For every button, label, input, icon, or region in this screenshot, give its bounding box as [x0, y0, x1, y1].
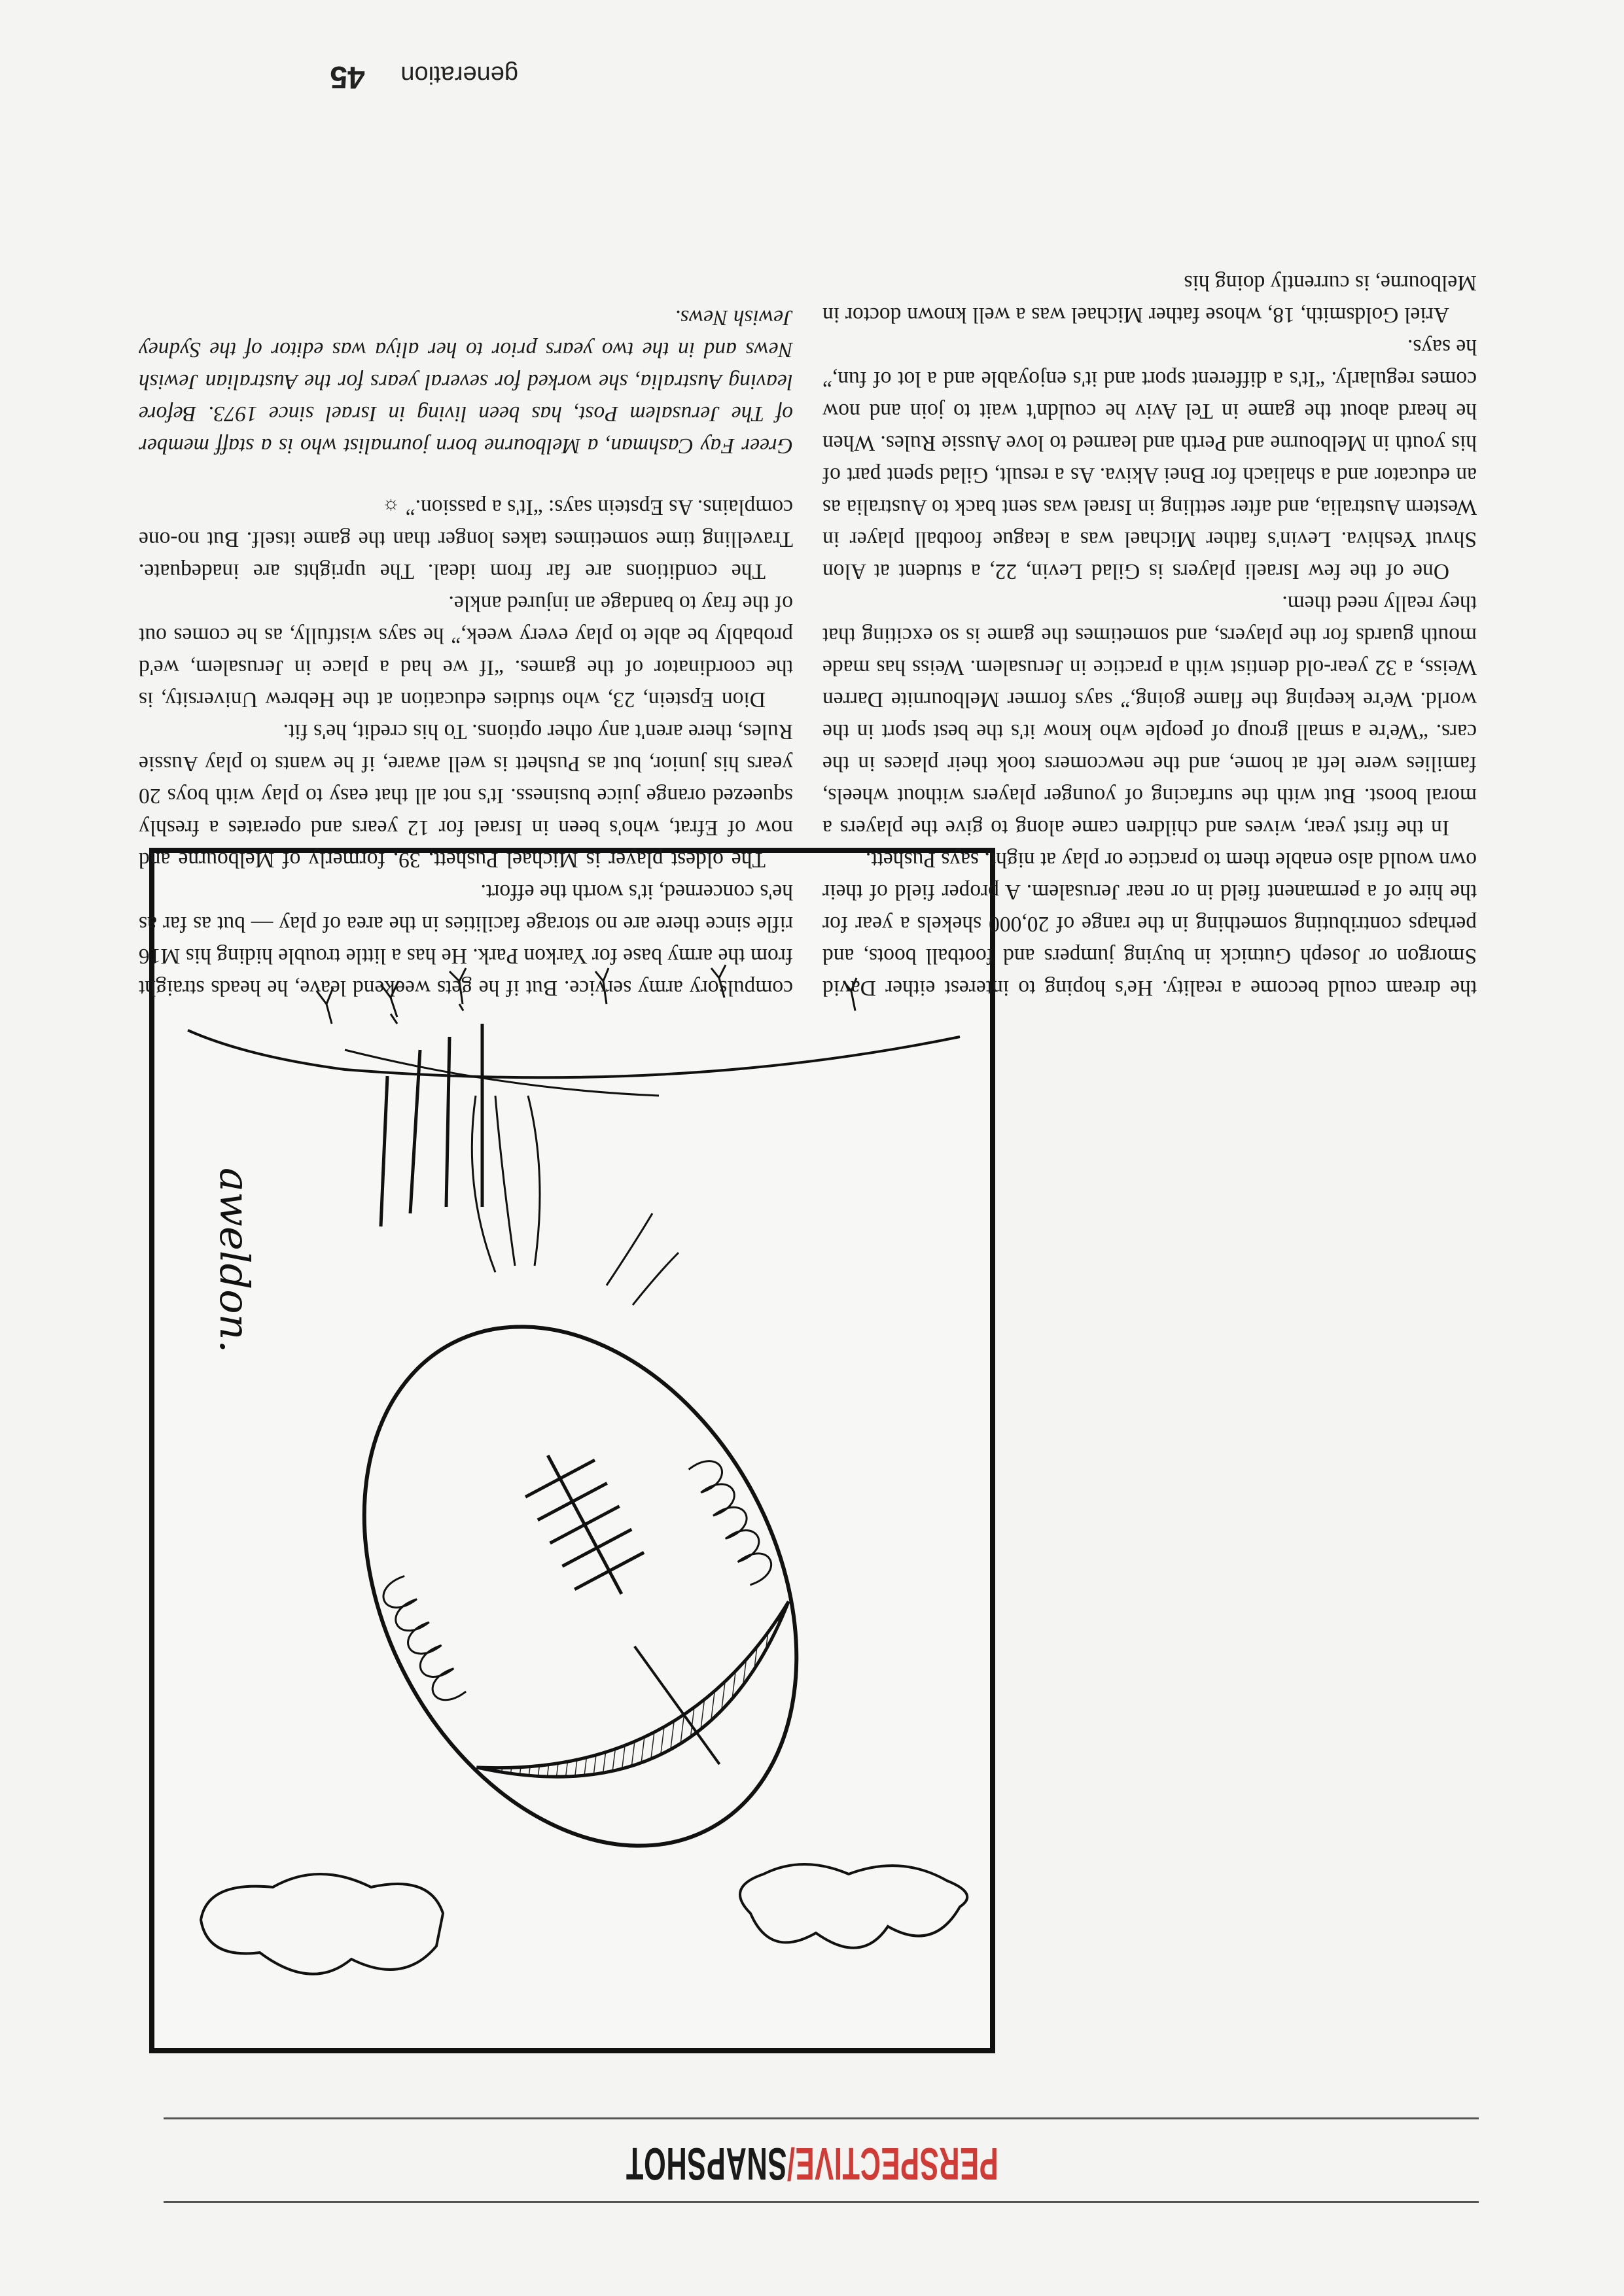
football-cartoon — [145, 844, 999, 2057]
author-bio: Greer Fay Cashman, a Melbourne born journalist who is a staff member of The Jerusalem Post, has been living in Israel since 1973. Before leaving Australia, she worked for several years for the Australian Jewish News and in the two years prior to her aliya was editor of the Sydney Jewish News. — [139, 305, 793, 458]
header-top-rule — [164, 2201, 1479, 2203]
publication-name: generation — [400, 61, 518, 88]
paragraph-last — [139, 491, 793, 587]
paragraph: One of the few Israeli players is Gilad Levin, 22, a student at Alon Shvut Yeshiva. Levin's father Michael was a league football player in Western Australia, and after settling in Israel was sent back to Australia as an educator and a shaliach for Bnei Akiva. As a result, Gilad spent part of his youth in Melbourne and Perth and learned to love Aussie Rules. When he heard about the game in Tel Aviv he couldn't wait to join and now comes regularly. “It's a different sport and it's enjoyable and a lot of fun,” he says. — [822, 335, 1477, 583]
paragraph: Ariel Goldsmith, 18, whose father Michael was a well known doctor in Melbourne, is currently doing his — [822, 271, 1477, 327]
text-column-right — [139, 302, 793, 1004]
text-column-left — [822, 267, 1477, 1004]
paragraph: The oldest player is Michael Pushett, 39, formerly of Melbourne and now of Efrat, who's been in Israel for 12 years and operates a freshly squeezed orange juice business. It's not all that easy to play with boys 20 years his junior, but as Pushett is well aware, if he wants to play Aussie Rules, there aren't any other options. To his credit, he's fit. — [139, 720, 793, 872]
end-of-article-icon: ☼ — [381, 496, 400, 517]
svg-text:aweldon.: aweldon. — [211, 1168, 258, 1353]
section-header — [309, 2138, 1316, 2190]
paragraph: Dion Epstein, 23, who studies education at the Hebrew University, is the coordinator of the games. “If we had a place in Jerusalem, we'd probably be able to play every week,” he says wistfully, as he comes out of the fray to bandage an injured ankle. — [139, 591, 793, 712]
paragraph-text: The conditions are far from ideal. The uprights are inadequate. Travelling time sometimes takes longer than the game itself. But no-one complains. As Epstein says: “It's a passion.” — [139, 495, 793, 583]
cartoon-signature — [211, 1168, 258, 1353]
paragraph: In the first year, wives and children came along to give the players a moral boost. But with the surfacing of younger players without wheels, families were left at home, and the newcomers took their places in the cars. “We're a small group of people who know it's the best sport in the world. We're keeping the flame going,” says former Melbournite Darren Weiss, a 32 year-old dentist with a practice in Jerusalem. Weiss has made mouth guards for the players, and sometimes the game is so exciting that they really need them. — [822, 591, 1477, 840]
section-label-snapshot: SNAPSHOT — [626, 2138, 787, 2189]
page-number: 45 — [330, 60, 365, 94]
page-footer — [126, 59, 518, 95]
paragraph: the dream could become a reality. He's hoping to interest either David Smorgon or Joseph Gutnick in buying jumpers and football boots, and perhaps contributing something in the range of 20,000 shekels a year for the hire of a permanent field in or near Jerusalem. A proper field of their own would also enable them to practice or play at night, says Pushett. — [822, 848, 1477, 1000]
header-bottom-rule — [164, 2117, 1479, 2119]
section-separator: / — [786, 2138, 796, 2189]
section-label-perspective: PERSPECTIVE — [795, 2138, 998, 2189]
paragraph: compulsory army service. But if he gets weekend leave, he heads straight from the army base for Yarkon Park. He has a little trouble hiding his M16 rifle since there are no storage facilities in the area of play — but as far as he's concerned, it's worth the effort. — [139, 880, 793, 1000]
